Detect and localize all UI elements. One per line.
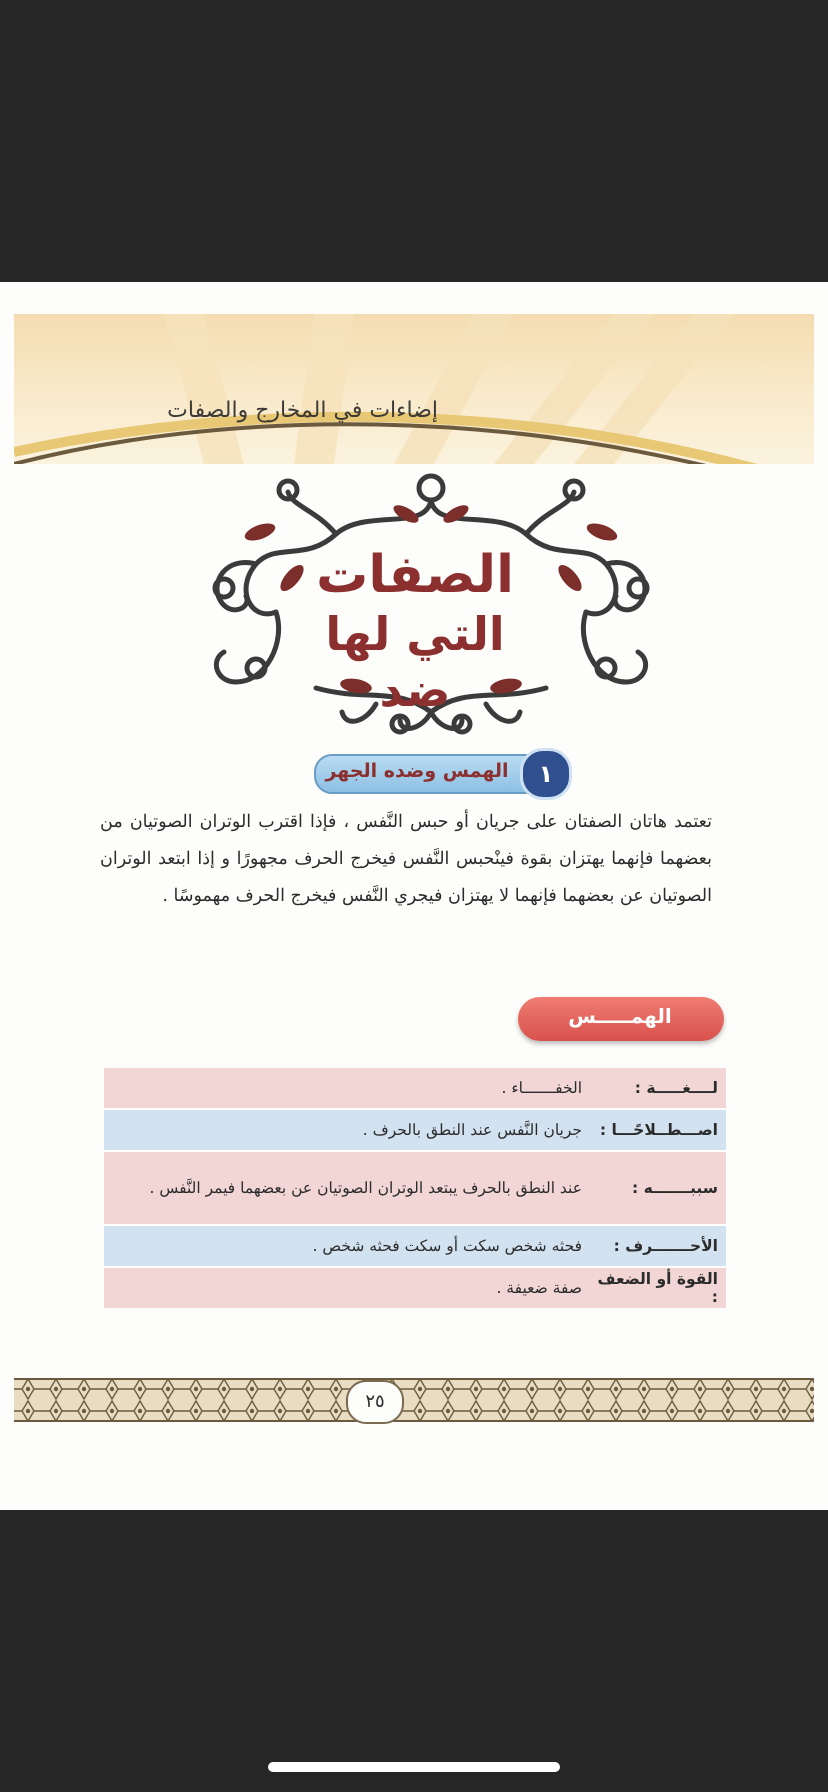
book-page [0,282,828,1510]
row-label: اصـــطــلاحًـــا : [599,1121,718,1139]
definition-table [104,1068,726,1308]
page-number: ٢٥ [346,1380,404,1424]
table-row [104,1268,726,1308]
row-value: جريان النَّفس عند النطق بالحرف . [362,1121,582,1139]
section-title: الهمس وضده الجهر [325,760,509,782]
row-value: عند النطق بالحرف يبتعد الوتران الصوتيان عن بعضهما فيمر النَّفس . [149,1179,582,1197]
table-row [104,1068,726,1108]
table-row [104,1152,726,1224]
row-value: فحثه شخص سكت أو سكت فحثه شخص . [312,1237,582,1255]
row-value: صفة ضعيفة . [496,1279,582,1297]
row-label: سببـــــــه : [632,1179,718,1197]
footer-pattern-band [14,1378,814,1422]
row-label: لــــغـــــة : [634,1079,718,1097]
intro-paragraph: تعتمد هاتان الصفتان على جريان أو حبس النَّفس ، فإذا اقترب الوتران الصوتيان من بعضهما فإنهما يهتزان بقوة فينْحبس النَّفس فيخرج الحرف مجهورًا و إذا ابتعد الوتران الصوتيان عن بعضهما فإنهما لا يهتزان فيجري النَّفس فيخرج الحرف مهموسًا . [100,812,712,906]
header-title: إضاءات في المخارج والصفات [167,398,438,423]
row-value: الخفـــــــاء . [501,1079,582,1097]
chapter-title [290,544,540,718]
subheading-text: الهمـــــس [568,1004,672,1028]
home-indicator[interactable] [268,1762,560,1772]
title-line-1: الصفات [316,545,514,605]
row-label: الأحـــــــرف : [613,1237,718,1255]
section-number-badge: ١ [520,748,572,800]
header-rays [14,314,814,464]
table-row [104,1110,726,1150]
title-line-2: التي لها ضد [325,607,505,717]
row-label: القوة أو الضعف : [597,1270,718,1306]
table-row [104,1226,726,1266]
